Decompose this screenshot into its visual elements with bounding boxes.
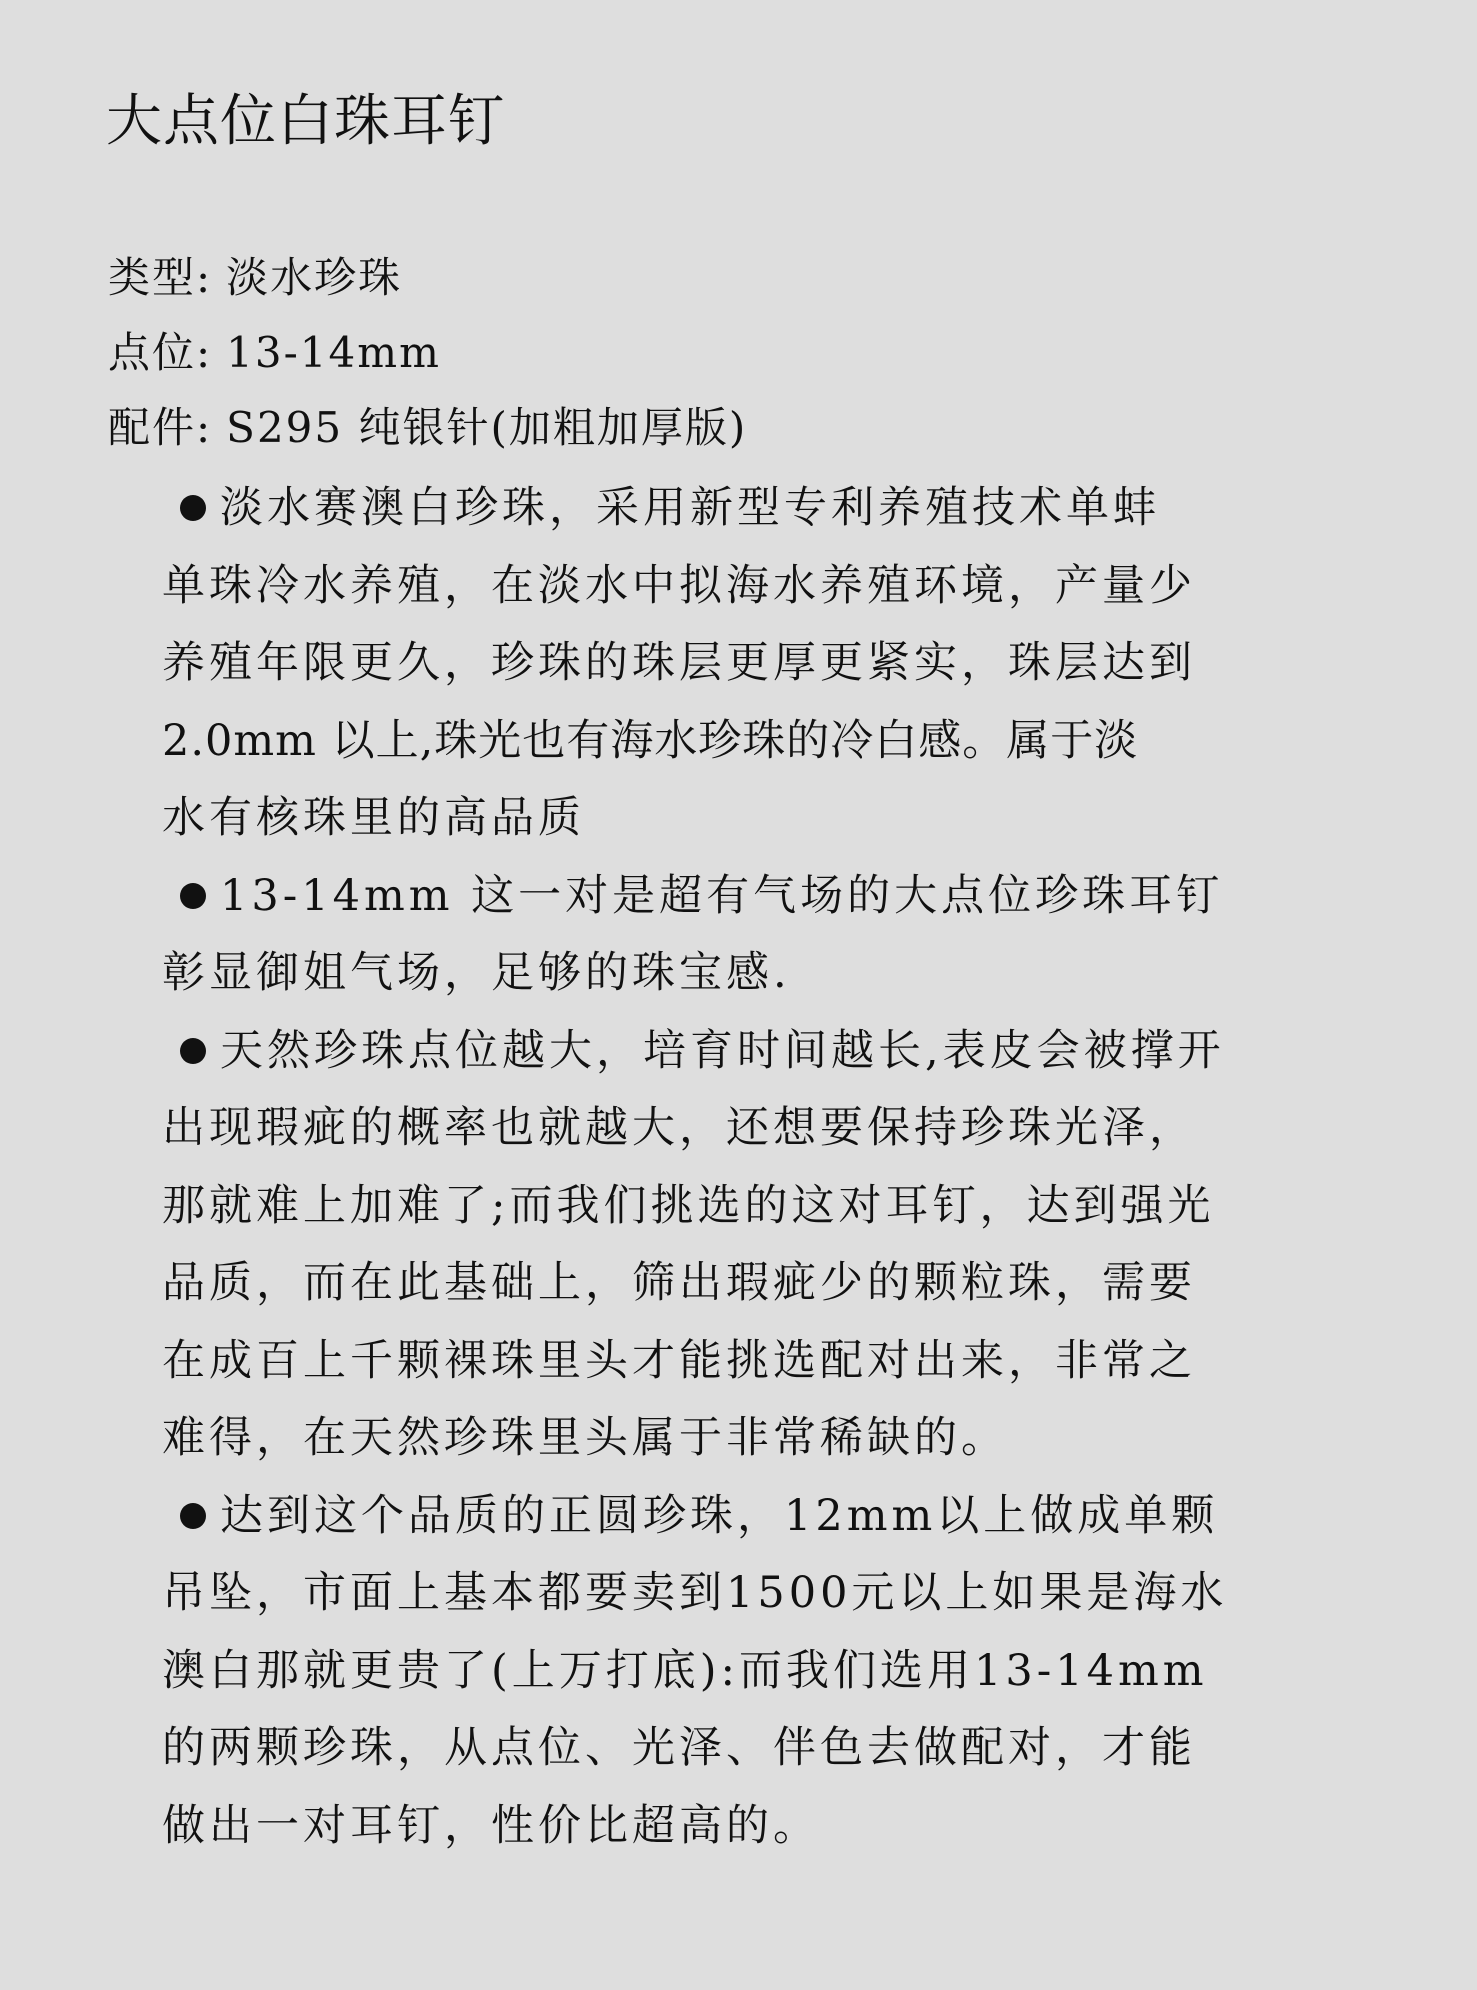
spec-row-accessory: [108, 390, 1358, 465]
text-line: 水有核珠里的高品质: [162, 793, 585, 843]
bullet-icon: [180, 883, 206, 909]
spec-row-type: [108, 240, 1358, 315]
text-line: 的两颗珍珠，从点位、光泽、伴色去做配对，才能: [162, 1723, 1196, 1773]
bullet-item: [162, 858, 1362, 1013]
bullet-icon: [180, 1503, 206, 1529]
bullet-icon: [180, 1038, 206, 1064]
text-line: [162, 1013, 1362, 1091]
text-line-content: 淡水赛澳白珍珠，采用新型专利养殖技术单蚌: [220, 483, 1160, 533]
spec-colon: :: [196, 253, 213, 302]
bullet-item: [162, 470, 1362, 858]
text-line: 在成百上千颗裸珠里头才能挑选配对出来，非常之: [162, 1335, 1196, 1386]
spec-label: 点位: [108, 328, 197, 377]
text-line: [162, 858, 1362, 936]
spec-value: 13-14mm: [226, 328, 441, 377]
text-line: 吊坠，市面上基本都要卖到1500元以上如果是海水: [162, 1568, 1228, 1618]
description-bullets: [162, 470, 1362, 1865]
bullet-item: [162, 1478, 1362, 1866]
text-line-content: 达到这个品质的正圆珍珠，12mm以上做成单颗: [220, 1490, 1219, 1541]
text-line: 出现瑕疵的概率也就越大，还想要保持珍珠光泽，: [162, 1103, 1196, 1153]
bullet-item: [162, 1013, 1362, 1478]
text-line: 那就难上加难了;而我们挑选的这对耳钉，达到强光: [162, 1180, 1215, 1231]
text-line: 养殖年限更久，珍珠的珠层更厚更紧实，珠层达到: [162, 638, 1196, 688]
text-line: 2.0mm 以上,珠光也有海水珍珠的冷白感。属于淡: [162, 715, 1139, 766]
text-line: 彰显御姐气场，足够的珠宝感.: [162, 948, 791, 998]
spec-colon: :: [196, 328, 213, 377]
page-title: 大点位白珠耳钉: [106, 89, 505, 154]
spec-list: [108, 240, 1358, 465]
text-line: 品质，而在此基础上，筛出瑕疵少的颗粒珠，需要: [162, 1258, 1196, 1308]
spec-value: S295 纯银针(加粗加厚版): [226, 403, 748, 452]
text-line: 澳白那就更贵了(上万打底):而我们选用13-14mm: [162, 1645, 1208, 1696]
text-line: 单珠冷水养殖，在淡水中拟海水养殖环境，产量少: [162, 560, 1196, 611]
spec-label: 配件: [108, 403, 197, 452]
spec-colon: :: [196, 403, 213, 452]
text-line: 难得，在天然珍珠里头属于非常稀缺的。: [162, 1413, 1008, 1463]
spec-value: 淡水珍珠: [226, 253, 403, 302]
spec-label: 类型: [108, 253, 197, 302]
text-line-content: 天然珍珠点位越大，培育时间越长,表皮会被撑开: [220, 1025, 1225, 1076]
spec-row-size: [108, 315, 1358, 390]
text-line: [162, 1478, 1362, 1556]
text-line: 做出一对耳钉，性价比超高的。: [162, 1800, 820, 1851]
bullet-icon: [180, 495, 206, 521]
text-line-content: 13-14mm 这一对是超有气场的大点位珍珠耳钉: [220, 870, 1224, 921]
text-line: [162, 470, 1362, 548]
